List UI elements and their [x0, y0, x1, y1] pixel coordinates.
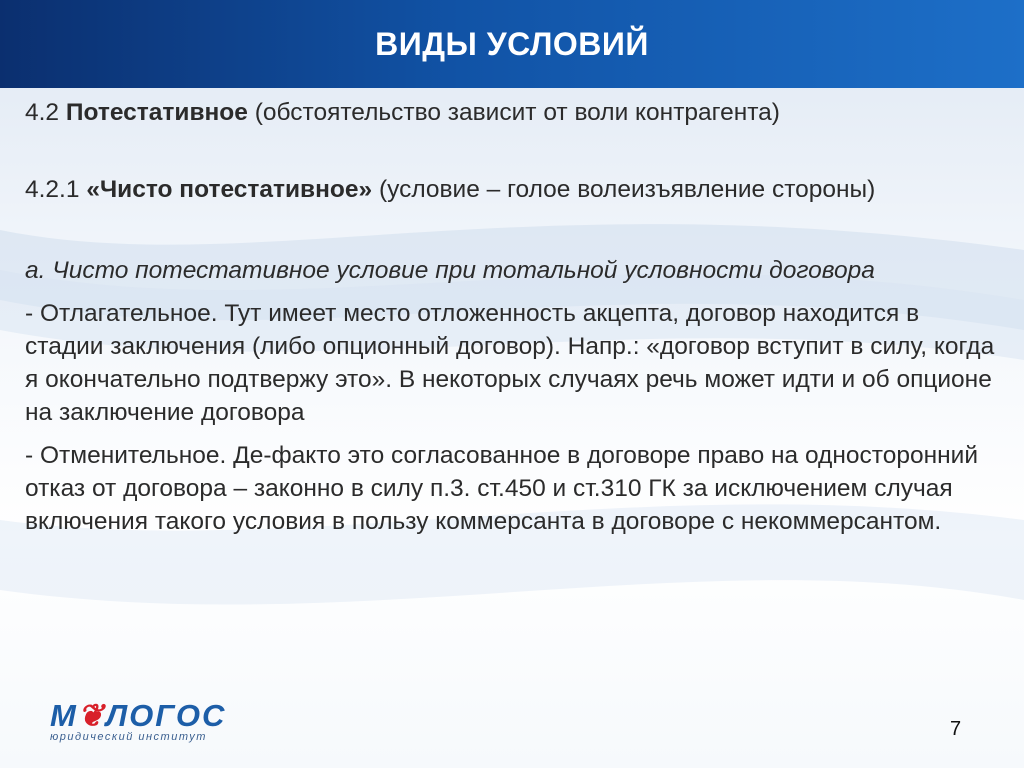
- paragraph-text: (условие – голое волеизъявление стороны): [372, 176, 876, 203]
- bold-term: «Чисто потестативное»: [86, 176, 373, 203]
- bold-term: Потестативное: [65, 99, 248, 126]
- paragraph-number: 4.2: [25, 99, 66, 126]
- paragraph-a: а. Чисто потестативное условие при тотальной условности договора: [25, 257, 875, 284]
- logo-flame-icon: ❦: [77, 698, 106, 733]
- page-number: 7: [950, 718, 962, 740]
- logo-subtitle: юридический институт: [50, 731, 207, 743]
- paragraph-4-2-1: [25, 173, 905, 206]
- logo-letter-m: М: [50, 698, 78, 733]
- paragraph-number: 4.2.1: [25, 176, 87, 203]
- paragraph-suspensive: - Отлагательное. Тут имеет место отложенность акцепта, договор находится в стадии заключения (либо опционный договор). Напр.: «договор вступит в силу, когда я окончательно подтвержу это». В некоторых случаях речь может идти и об опционе на заключение договора: [25, 300, 995, 426]
- logo-text: [50, 700, 226, 732]
- paragraph-text: (обстоятельство зависит от воли контрагента): [247, 99, 780, 126]
- paragraph-4-2: [25, 96, 1000, 129]
- logo-letters: ЛОГОС: [105, 698, 227, 733]
- slide-title: ВИДЫ УСЛОВИЙ: [375, 26, 649, 62]
- slide-header: [0, 0, 1024, 88]
- logos-logo: [50, 700, 226, 743]
- paragraph-resolutive: - Отменительное. Де-факто это согласованное в договоре право на односторонний отказ от договора – законно в силу п.3. ст.450 и ст.310 ГК за исключением случая включения такого условия в пользу коммерсанта в договоре с некоммерсантом.: [25, 442, 979, 535]
- slide-content: [25, 96, 1000, 538]
